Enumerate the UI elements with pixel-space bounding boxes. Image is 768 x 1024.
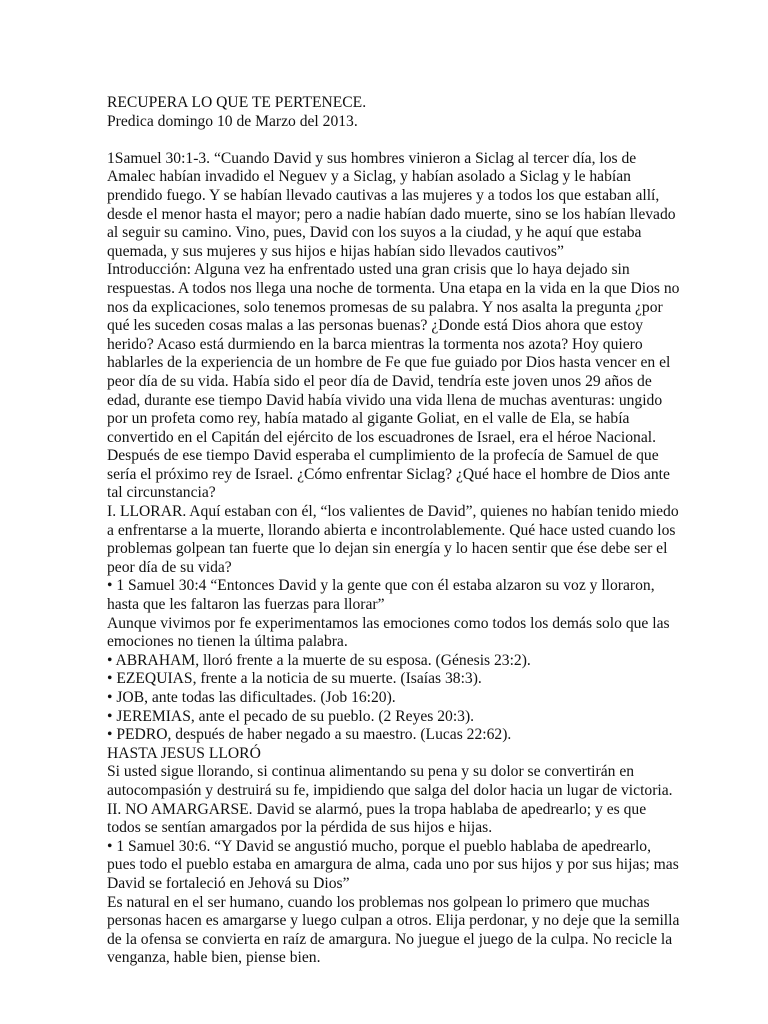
text-line: por un profeta como rey, había matado al gigante Goliat, en el valle de Ela, se había (107, 410, 630, 428)
text-line: • ABRAHAM, lloró frente a la muerte de su esposa. (Génesis 23:2). (107, 651, 531, 669)
text-line: herido? Acaso está durmiendo en la barca mientras la tormenta nos azota? Hoy quiero (107, 335, 643, 353)
text-line: autocompasión y destruirá su fe, impidiendo que salga del dolor hacia un lugar de victoria. (107, 781, 673, 799)
text-line: problemas golpean tan fuerte que lo dejan sin energía y lo hacen sentir que ése debe ser el (107, 540, 668, 558)
text-line: David se fortaleció en Jehová su Dios” (107, 874, 350, 892)
text-line: Después de ese tiempo David esperaba el cumplimiento de la profecía de Samuel de que (107, 447, 659, 465)
document-text (107, 149, 680, 968)
text-line: desde el menor hasta el mayor; pero a nadie habían dado muerte, sino se los habían llevado (107, 205, 676, 223)
text-line: al seguir su camino. Vino, pues, David con los suyos a la ciudad, y he aquí que estaba (107, 224, 642, 242)
text-line: 1Samuel 30:1-3. “Cuando David y sus hombres vinieron a Siclag al tercer día, los de (107, 149, 637, 167)
blank-line (107, 131, 667, 150)
text-line: quemada, y sus mujeres y sus hijos e hijas habían sido llevados cautivos” (107, 242, 564, 260)
text-line: convertido en el Capitán del ejército de los escuadrones de Israel, era el héroe Nacional. (107, 428, 657, 446)
text-line: peor día de su vida. Había sido el peor día de David, tendría este joven unos 29 años de (107, 372, 652, 390)
text-line: tal circunstancia? (107, 484, 216, 502)
text-line: HASTA JESUS LLORÓ (107, 744, 261, 762)
text-line: emociones no tienen la última palabra. (107, 633, 348, 651)
text-line: hablarles de la experiencia de un hombre de Fe que fue guiado por Dios hasta vencer en el (107, 354, 671, 372)
text-line: nos da explicaciones, solo tenemos promesas de su palabra. Y nos asalta la pregunta ¿por (107, 298, 663, 316)
text-line: • JEREMIAS, ante el pecado de su pueblo. (2 Reyes 20:3). (107, 707, 475, 725)
text-line: venganza, hable bien, piense bien. (107, 949, 321, 967)
text-line: Introducción: Alguna vez ha enfrentado usted una gran crisis que lo haya dejado sin (107, 261, 630, 279)
text-line: • 1 Samuel 30:6. “Y David se angustió mucho, porque el pueblo hablaba de apedrearlo, (107, 837, 652, 855)
document-subtitle: Predica domingo 10 de Marzo del 2013. (107, 112, 358, 130)
text-line: peor día de su vida? (107, 558, 232, 576)
text-line: prendido fuego. Y se habían llevado cautivas a las mujeres y a todos los que estaban allí, (107, 186, 660, 204)
document-body (107, 94, 680, 968)
document-title: RECUPERA LO QUE TE PERTENECE. (107, 94, 367, 111)
text-line: Amalec habían invadido el Neguev y a Siclag, y habían asolado a Siclag y le habían (107, 168, 631, 186)
text-line: II. NO AMARGARSE. David se alarmó, pues la tropa hablaba de apedrearlo; y es que (107, 800, 647, 818)
text-line: pues todo el pueblo estaba en amargura de alma, cada uno por sus hijos y por sus hijas; mas (107, 856, 679, 874)
text-line: personas hacen es amargarse y luego culpan a otros. Elija perdonar, y no deje que la semilla (107, 912, 680, 930)
text-line: edad, durante ese tiempo David había vivido una vida llena de muchas aventuras: ungido (107, 391, 663, 409)
text-line: qué les suceden cosas malas a las personas buenas? ¿Donde está Dios ahora que estoy (107, 317, 644, 335)
text-line: a enfrentarse a la muerte, llorando abierta e incontrolablemente. Qué hace usted cuando los (107, 521, 676, 539)
text-line: hasta que les faltaron las fuerzas para llorar” (107, 596, 385, 614)
text-line: respuestas. A todos nos llega una noche de tormenta. Una etapa en la vida en la que Dios no (107, 279, 680, 297)
text-line: sería el próximo rey de Israel. ¿Cómo enfrentar Siclag? ¿Qué hace el hombre de Dios ante (107, 465, 670, 483)
text-line: • JOB, ante todas las dificultades. (Job 16:20). (107, 689, 396, 706)
text-line: I. LLORAR. Aquí estaban con él, “los valientes de David”, quienes no habían tenido miedo (107, 503, 679, 521)
text-line: • 1 Samuel 30:4 “Entonces David y la gente que con él estaba alzaron su voz y lloraron, (107, 577, 655, 595)
text-line: Aunque vivimos por fe experimentamos las emociones como todos los demás solo que las (107, 614, 670, 632)
text-line: todos se sentían amargados por la pérdida de sus hijos e hijas. (107, 819, 493, 837)
text-line: • PEDRO, después de haber negado a su maestro. (Lucas 22:62). (107, 726, 512, 744)
text-line: Es natural en el ser humano, cuando los problemas nos golpean lo primero que muchas (107, 893, 650, 911)
text-line: de la ofensa se convierta en raíz de amargura. No juegue el juego de la culpa. No recicle la (107, 930, 673, 948)
text-line: Si usted sigue llorando, si continua alimentando su pena y su dolor se convertirán en (107, 763, 635, 781)
text-line: • EZEQUIAS, frente a la noticia de su muerte. (Isaías 38:3). (107, 670, 482, 688)
